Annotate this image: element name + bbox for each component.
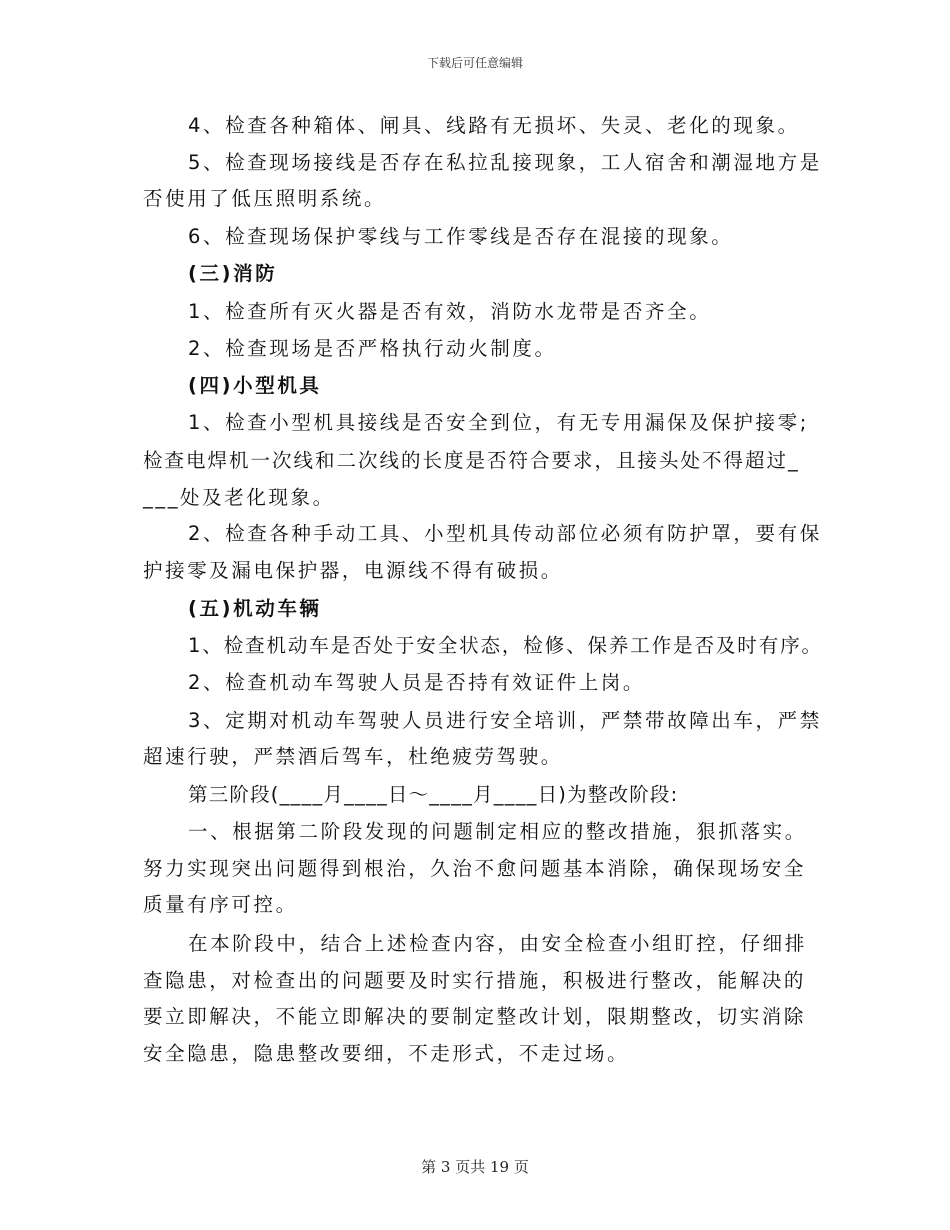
paragraph-line: 超速行驶，严禁酒后驾车，杜绝疲劳驾驶。 bbox=[143, 745, 563, 768]
paragraph-line: 质量有序可控。 bbox=[143, 893, 298, 916]
paragraph-line: 查隐患，对检查出的问题要及时实行措施，积极进行整改，能解决的 bbox=[143, 969, 807, 992]
paragraph-line: 4、检查各种箱体、闸具、线路有无损坏、失灵、老化的现象。 bbox=[188, 114, 800, 137]
paragraph-line: 要立即解决，不能立即解决的要制定整改计划，限期整改，切实消除 bbox=[143, 1005, 807, 1028]
paragraph-line: 6、检查现场保护零线与工作零线是否存在混接的现象。 bbox=[188, 225, 734, 248]
paragraph-line: ___处及老化现象。 bbox=[143, 486, 335, 509]
paragraph-line: 1、检查机动车是否处于安全状态，检修、保养工作是否及时有序。 bbox=[188, 634, 823, 657]
section-heading: (三)消防 bbox=[188, 262, 278, 285]
paragraph-line: 在本阶段中，结合上述检查内容，由安全检查小组盯控，仔细排 bbox=[188, 932, 807, 955]
paragraph-line: 2、检查现场是否严格执行动火制度。 bbox=[188, 337, 557, 360]
page-number-footer: 第 3 页共 19 页 bbox=[421, 1158, 529, 1176]
paragraph-line: 检查电焊机一次线和二次线的长度是否符合要求，且接头处不得超过_ bbox=[143, 449, 800, 472]
paragraph-line: 安全隐患，隐患整改要细，不走形式，不走过场。 bbox=[143, 1042, 630, 1065]
paragraph-line: 3、定期对机动车驾驶人员进行安全培训，严禁带故障出车，严禁 bbox=[188, 709, 822, 732]
paragraph-line: 第三阶段(____月____日～____月____日)为整改阶段: bbox=[188, 783, 679, 806]
paragraph-line: 2、检查机动车驾驶人员是否持有效证件上岗。 bbox=[188, 671, 646, 694]
paragraph-line: 1、检查所有灭火器是否有效，消防水龙带是否齐全。 bbox=[188, 300, 712, 323]
page-header-note: 下载后可任意编辑 bbox=[426, 56, 523, 70]
paragraph-line: 1、检查小型机具接线是否安全到位，有无专用漏保及保护接零; bbox=[188, 411, 809, 434]
section-heading: (五)机动车辆 bbox=[188, 597, 322, 620]
paragraph-line: 2、检查各种手动工具、小型机具传动部位必须有防护罩，要有保 bbox=[188, 522, 822, 545]
paragraph-line: 努力实现突出问题得到根治，久治不愈问题基本消除，确保现场安全 bbox=[143, 857, 807, 880]
paragraph-line: 护接零及漏电保护器，电源线不得有破损。 bbox=[143, 559, 563, 582]
section-heading: (四)小型机具 bbox=[188, 374, 322, 397]
paragraph-line: 一、根据第二阶段发现的问题制定相应的整改措施，狠抓落实。 bbox=[188, 820, 807, 843]
paragraph-line: 否使用了低压照明系统。 bbox=[143, 187, 387, 210]
paragraph-line: 5、检查现场接线是否存在私拉乱接现象，工人宿舍和潮湿地方是 bbox=[188, 151, 822, 174]
